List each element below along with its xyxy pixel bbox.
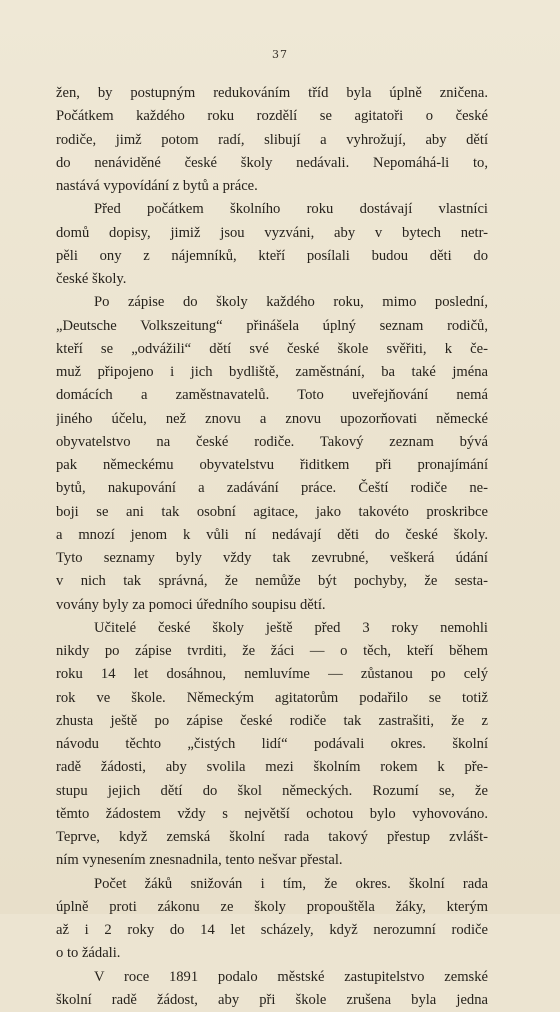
text-line: jiného účelu, než znovu a znovu upozorňovati německé (56, 410, 488, 427)
text-line: o to žádali. (56, 945, 121, 962)
text-line: boji se ani tak osobní agitace, jako takovéto proskribce (56, 503, 488, 520)
text-line: roku 14 let dosáhnou, nemluvíme — zůstanou po celý (56, 666, 488, 683)
text-line: Počet žáků snižován i tím, že okres. školní rada (94, 875, 488, 892)
text-line: návodu těchto „čistých lidí“ podávali okres. školní (56, 736, 488, 752)
text-line: bytů, nakupování a zadávání práce. Čeští rodiče ne- (56, 480, 488, 497)
text-line: ním vynesením znesnadnila, tento nešvar přestal. (56, 852, 343, 869)
text-line: Učitelé české školy ještě před 3 roky nemohli (94, 619, 488, 636)
text-line: domácích a zaměstnavatelů. Toto uveřejňování nemá (56, 387, 488, 404)
text-line: školní radě žádost, aby při škole zrušena byla jedna (56, 991, 488, 1008)
text-line: vovány byly za pomoci úředního soupisu dětí. (56, 596, 326, 613)
text-line: stupu jejich dětí do škol německých. Rozumí se, že (56, 782, 488, 799)
text-line: muž připojeno i jich bydliště, zaměstnání, ba také jména (56, 364, 488, 380)
text-line: obyvatelstvo na české rodiče. Takový zeznam bývá (56, 433, 488, 450)
text-line: Teprve, když zemská školní rada takový přestup zvlášt- (56, 829, 488, 845)
text-line: Počátkem každého roku rozdělí se agitatoři o české (56, 108, 488, 125)
page-number: 37 (272, 48, 288, 61)
text-line: Tyto seznamy byly vždy tak zevrubné, veškerá údání (56, 550, 488, 566)
text-line: rodiče, jimž potom radí, slibují a vyhrožují, aby dětí (56, 131, 488, 148)
text-line: V roce 1891 podalo městské zastupitelstvo zemské (94, 968, 488, 985)
text-line: Před počátkem školního roku dostávají vlastníci (94, 201, 488, 218)
text-line: „Deutsche Volkszeitung“ přinášela úplný seznam rodičů, (56, 317, 488, 334)
text-line: radě žádosti, aby svolila mezi školním rokem k pře- (56, 759, 488, 776)
text-line: nastává vypovídání z bytů a práce. (56, 178, 258, 194)
text-line: v nich tak správná, že nemůže být pochyby, že sesta- (56, 573, 488, 590)
text-line: domů dopisy, jimiž jsou vyzváni, aby v bytech netr- (56, 224, 488, 241)
text-line: do nenáviděné české školy nedávali. Nepomáhá-li to, (56, 154, 488, 171)
text-line: české školy. (56, 271, 127, 287)
text-line: žen, by postupným redukováním tříd byla úplně zničena. (56, 85, 488, 101)
text-line: pěli ony z nájemníků, kteří posílali budou děti do (56, 247, 488, 264)
body-text (56, 82, 488, 1012)
text-line: rok ve škole. Německým agitatorům podařilo se totiž (56, 689, 488, 706)
text-line: nikdy po zápise tvrditi, že žáci — o těch, kteří během (56, 643, 488, 659)
text-line: těmto žádostem vždy s největší ochotou bylo vyhovováno. (56, 805, 488, 822)
text-line: a mnozí jenom k vůli ní nedávají děti do české školy. (56, 526, 488, 543)
text-line: až i 2 roky do 14 let scházely, když nerozumní rodiče (56, 922, 488, 938)
text-line: pak německému obyvatelstvu řiditkem při pronajímání (56, 457, 488, 473)
text-line: kteří se „odvážili“ dětí své české škole svěřiti, k če- (56, 340, 488, 357)
text-line: Po zápise do školy každého roku, mimo poslední, (94, 294, 488, 311)
text-line: zhusta ještě po zápise české rodiče tak zastrašiti, že z (56, 712, 488, 729)
text-line: úplně proti zákonu ze školy propouštěla žáky, kterým (56, 898, 488, 915)
